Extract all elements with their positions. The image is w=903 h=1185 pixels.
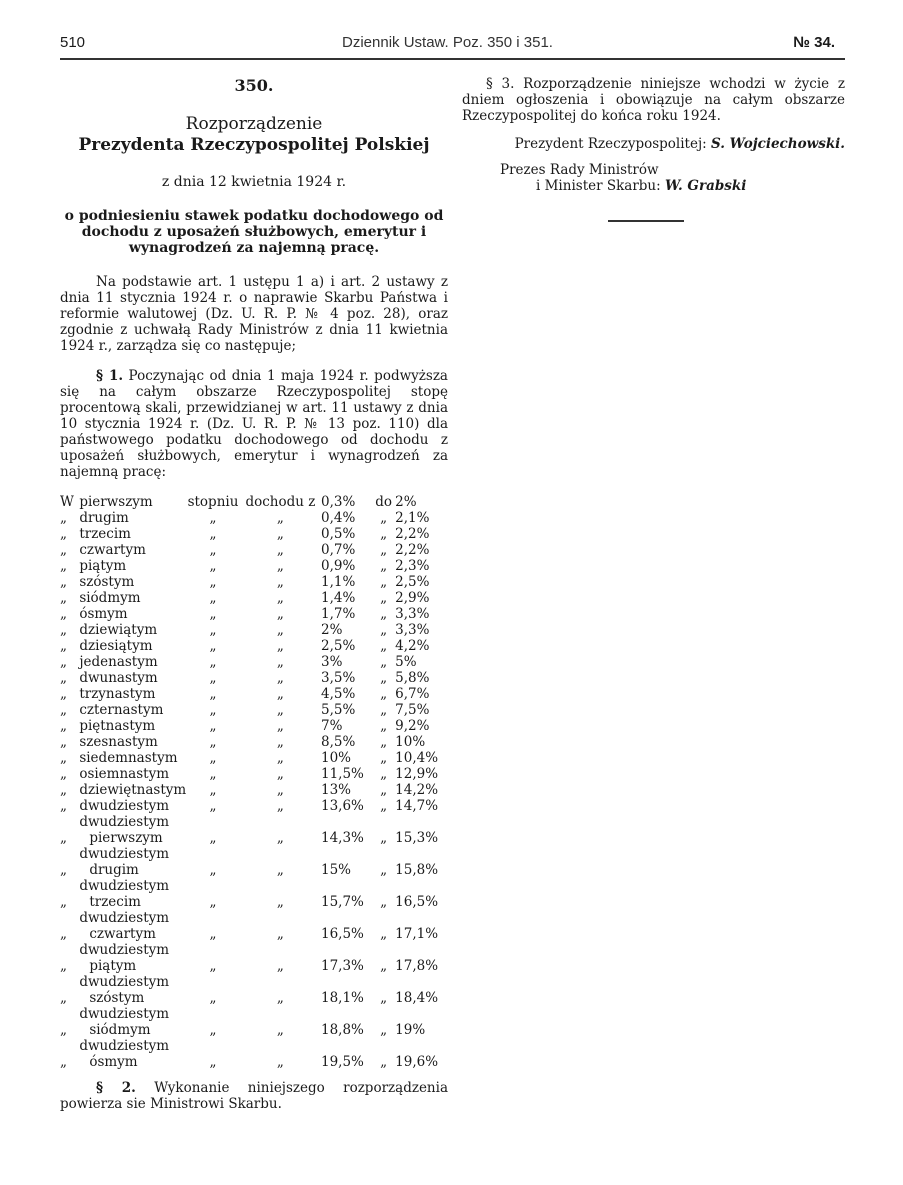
degree-name-line1: dwudziestym [79, 974, 170, 990]
ditto-mark: „ [380, 622, 388, 638]
rate-to: 10,4% [395, 750, 439, 766]
degree-name-line2: szóstym [89, 990, 145, 1006]
rate-from: 5,5% [321, 702, 356, 718]
table-row [60, 686, 448, 702]
rate-from: 1,1% [321, 574, 356, 590]
ditto-mark: „ [276, 558, 284, 574]
rate-to: 17,8% [395, 958, 439, 974]
section-1 [60, 368, 448, 480]
ditto-mark: „ [380, 990, 388, 1006]
table-row [60, 574, 448, 590]
table-row [60, 494, 448, 510]
rate-to: 2% [395, 494, 417, 510]
ditto-mark: „ [209, 670, 217, 686]
degree-name: czternastym [79, 702, 164, 718]
table-row [60, 734, 448, 750]
degree-name-line2: piątym [89, 958, 137, 974]
ditto-mark: „ [380, 894, 388, 910]
ditto-mark: „ [380, 862, 388, 878]
page-header [60, 34, 835, 56]
president-signature [462, 136, 845, 152]
ditto-mark: „ [276, 798, 284, 814]
section-2-label: § 2. [96, 1080, 136, 1096]
section-3 [462, 76, 845, 124]
ditto-mark: „ [380, 542, 388, 558]
degree-name: dziewiątym [79, 622, 158, 638]
table-row [60, 590, 448, 606]
degree-name-line2: siódmym [89, 1022, 151, 1038]
table-row [60, 878, 448, 910]
ditto-mark: „ [60, 1054, 67, 1070]
ditto-mark: „ [209, 510, 217, 526]
ditto-mark: „ [60, 686, 67, 702]
ditto-mark: „ [276, 702, 284, 718]
rate-from: 8,5% [321, 734, 356, 750]
ditto-mark: „ [380, 734, 388, 750]
table-row [60, 782, 448, 798]
rate-to: 16,5% [395, 894, 439, 910]
ditto-mark: „ [209, 766, 217, 782]
rate-to: 5% [395, 654, 417, 670]
ditto-mark: „ [380, 798, 388, 814]
ditto-mark: „ [276, 1022, 284, 1038]
rate-to: 2,2% [395, 526, 430, 542]
section-2-text: Wykonanie niniejszego rozporządzenia powierza sie Ministrowi Skarbu. [60, 1080, 448, 1112]
ditto-mark: „ [60, 638, 67, 654]
ditto-mark: „ [276, 766, 284, 782]
ditto-mark: „ [380, 606, 388, 622]
ditto-mark: „ [276, 686, 284, 702]
table-row [60, 558, 448, 574]
section-1-label: § 1. [96, 368, 124, 384]
ditto-mark: „ [60, 798, 67, 814]
ditto-mark: „ [60, 510, 67, 526]
degree-name: siedemnastym [79, 750, 178, 766]
act-title-line2: Prezydenta Rzeczypospolitej Polskiej [78, 135, 430, 155]
ditto-mark: „ [380, 574, 388, 590]
ditto-mark: „ [209, 958, 217, 974]
degree-name: dziewiętnastym [79, 782, 187, 798]
ditto-mark: „ [60, 606, 67, 622]
rate-from: 0,3% [321, 494, 356, 510]
table-row [60, 542, 448, 558]
table-row [60, 654, 448, 670]
pm-label-line1: Prezes Rady Ministrów [500, 162, 659, 178]
column-dochodu: dochodu z [245, 494, 316, 510]
ditto-mark: „ [60, 782, 67, 798]
ditto-mark: „ [60, 670, 67, 686]
rate-from: 13,6% [321, 798, 364, 814]
ditto-mark: „ [209, 638, 217, 654]
ditto-mark: „ [209, 798, 217, 814]
rate-from: 4,5% [321, 686, 356, 702]
degree-name: siódmym [79, 590, 141, 606]
rate-to: 2,2% [395, 542, 430, 558]
rate-from: 13% [321, 782, 352, 798]
degree-name [79, 910, 186, 942]
ditto-mark: „ [276, 526, 284, 542]
degree-name: drugim [79, 510, 129, 526]
pm-signature [536, 178, 845, 194]
ditto-mark: „ [276, 990, 284, 1006]
table-row [60, 638, 448, 654]
left-column [60, 76, 448, 1126]
ditto-mark: „ [209, 1054, 217, 1070]
ditto-mark: „ [209, 862, 217, 878]
ditto-mark: „ [380, 750, 388, 766]
ditto-mark: „ [380, 1054, 388, 1070]
ditto-mark: „ [380, 782, 388, 798]
ditto-mark: „ [60, 718, 67, 734]
degree-name-line1: dwudziestym [79, 910, 170, 926]
rate-from: 11,5% [321, 766, 364, 782]
ditto-mark: „ [209, 526, 217, 542]
ditto-mark: „ [209, 542, 217, 558]
table-row [60, 846, 448, 878]
page-number: 510 [60, 34, 86, 51]
rate-to: 17,1% [395, 926, 439, 942]
ditto-mark: „ [276, 894, 284, 910]
ditto-mark: „ [209, 894, 217, 910]
rate-to: 3,3% [395, 606, 430, 622]
table-row [60, 622, 448, 638]
ditto-mark: „ [209, 990, 217, 1006]
degree-name-line2: czwartym [89, 926, 156, 942]
ditto-mark: „ [209, 654, 217, 670]
degree-name: szóstym [79, 574, 135, 590]
ditto-mark: „ [60, 990, 67, 1006]
rate-from: 17,3% [321, 958, 364, 974]
ditto-mark: „ [209, 622, 217, 638]
ditto-mark: „ [380, 670, 388, 686]
rates-table [60, 494, 448, 1070]
rate-to: 6,7% [395, 686, 430, 702]
rate-from: 14,3% [321, 830, 364, 846]
table-row [60, 750, 448, 766]
ditto-mark: „ [209, 590, 217, 606]
rate-from: 7% [321, 718, 343, 734]
degree-name-line2: trzecim [89, 894, 141, 910]
preamble: Na podstawie art. 1 ustępu 1 a) i art. 2 ustawy z dnia 11 stycznia 1924 r. o naprawie Skarbu Państwa i reformie walutowej (Dz. U. R. P. № 4 poz. 28), oraz zgodnie z uchwałą Rady Ministrów z dnia 11 kwietnia 1924 r., zarządza się co następuje; [60, 274, 448, 354]
degree-name: jedenastym [79, 654, 158, 670]
ditto-mark: „ [380, 1022, 388, 1038]
rate-to: 4,2% [395, 638, 430, 654]
ditto-mark: „ [276, 718, 284, 734]
ditto-mark: „ [276, 782, 284, 798]
rate-from: 1,4% [321, 590, 356, 606]
ditto-mark: „ [380, 702, 388, 718]
degree-name: pierwszym [79, 494, 153, 510]
ditto-mark: „ [60, 894, 67, 910]
ditto-mark: „ [60, 702, 67, 718]
degree-name [79, 846, 186, 878]
ditto-mark: „ [60, 830, 67, 846]
rate-to: 7,5% [395, 702, 430, 718]
ditto-mark: „ [60, 542, 67, 558]
rate-to: 18,4% [395, 990, 439, 1006]
ditto-mark: „ [380, 926, 388, 942]
ditto-mark: „ [380, 830, 388, 846]
ditto-mark: „ [380, 766, 388, 782]
degree-name: trzecim [79, 526, 131, 542]
degree-name-line2: ósmym [89, 1054, 138, 1070]
ditto-mark: „ [276, 1054, 284, 1070]
degree-name-line1: dwudziestym [79, 878, 170, 894]
ditto-mark: „ [276, 590, 284, 606]
table-row [60, 510, 448, 526]
rate-from: 1,7% [321, 606, 356, 622]
rate-from: 18,8% [321, 1022, 364, 1038]
end-rule [608, 220, 684, 222]
column-stopniu: stopniu [187, 494, 239, 510]
table-row [60, 814, 448, 846]
ditto-mark: „ [380, 718, 388, 734]
rate-to: 15,8% [395, 862, 439, 878]
ditto-mark: „ [276, 606, 284, 622]
rate-from: 16,5% [321, 926, 364, 942]
section-2 [60, 1080, 448, 1112]
ditto-mark: „ [60, 526, 67, 542]
ditto-mark: „ [380, 510, 388, 526]
ditto-mark: „ [209, 782, 217, 798]
rate-to: 10% [395, 734, 426, 750]
degree-name [79, 878, 186, 910]
ditto-mark: „ [60, 750, 67, 766]
ditto-mark: „ [209, 702, 217, 718]
ditto-mark: „ [60, 926, 67, 942]
rate-to: 19,6% [395, 1054, 439, 1070]
ditto-mark: „ [276, 638, 284, 654]
rate-to: 2,5% [395, 574, 430, 590]
ditto-mark: „ [60, 1022, 67, 1038]
ditto-mark: „ [60, 590, 67, 606]
act-subject: o podniesieniu stawek podatku dochodowego od dochodu z uposażeń służbowych, emerytur i wynagrodzeń za najemną pracę. [64, 208, 444, 256]
rate-from: 10% [321, 750, 352, 766]
act-number: 350. [234, 76, 274, 95]
ditto-mark: „ [276, 862, 284, 878]
act-title-line1: Rozporządzenie [185, 114, 323, 134]
rate-to: 2,9% [395, 590, 430, 606]
table-row [60, 974, 448, 1006]
rate-to: 2,3% [395, 558, 430, 574]
ditto-mark: „ [276, 926, 284, 942]
degree-name [79, 942, 186, 974]
ditto-mark: „ [276, 830, 284, 846]
degree-name [79, 1006, 186, 1038]
table-row [60, 766, 448, 782]
rate-from: 3,5% [321, 670, 356, 686]
rate-from: 2% [321, 622, 343, 638]
ditto-mark: „ [276, 670, 284, 686]
ditto-mark: „ [60, 734, 67, 750]
degree-name [79, 814, 186, 846]
ditto-mark: „ [209, 558, 217, 574]
degree-name: trzynastym [79, 686, 156, 702]
table-row [60, 1038, 448, 1070]
president-label: Prezydent Rzeczypospolitej: [514, 136, 707, 152]
right-column [462, 76, 845, 222]
section-3-label: § 3. [486, 76, 515, 92]
ditto-mark: „ [60, 654, 67, 670]
ditto-mark: „ [276, 622, 284, 638]
rate-to: 3,3% [395, 622, 430, 638]
pm-name: W. Grabski [664, 178, 747, 194]
section-3-text: Rozporządzenie niniejsze wchodzi w życie z dniem ogłoszenia i obowiązuje na całym obszarze Rzeczypospolitej do końca roku 1924. [462, 76, 845, 124]
ditto-mark: „ [209, 718, 217, 734]
degree-name: piętnastym [79, 718, 156, 734]
ditto-mark: „ [60, 622, 67, 638]
rate-from: 0,5% [321, 526, 356, 542]
degree-name-line1: dwudziestym [79, 846, 170, 862]
degree-name-line1: dwudziestym [79, 1038, 170, 1054]
rate-from: 3% [321, 654, 343, 670]
rate-from: 15% [321, 862, 352, 878]
rate-from: 19,5% [321, 1054, 364, 1070]
degree-name-line1: dwudziestym [79, 942, 170, 958]
table-row [60, 910, 448, 942]
rate-to: 5,8% [395, 670, 430, 686]
table-row [60, 1006, 448, 1038]
ditto-mark: „ [276, 574, 284, 590]
ditto-mark: „ [276, 510, 284, 526]
ditto-mark: „ [276, 542, 284, 558]
president-name: S. Wojciechowski. [711, 136, 845, 152]
ditto-mark: „ [209, 926, 217, 942]
ditto-mark: „ [209, 686, 217, 702]
ditto-mark: „ [209, 1022, 217, 1038]
rate-to: 12,9% [395, 766, 439, 782]
degree-name: dziesiątym [79, 638, 153, 654]
ditto-mark: „ [60, 558, 67, 574]
rate-from: 0,7% [321, 542, 356, 558]
degree-name: ósmym [79, 606, 128, 622]
ditto-mark: „ [60, 958, 67, 974]
rate-from: 18,1% [321, 990, 364, 1006]
degree-name: szesnastym [79, 734, 158, 750]
table-row [60, 670, 448, 686]
journal-title: Dziennik Ustaw. Poz. 350 i 351. [342, 34, 553, 51]
table-row [60, 942, 448, 974]
degree-name [79, 974, 186, 1006]
ditto-mark: „ [209, 606, 217, 622]
table-row [60, 702, 448, 718]
ditto-mark: „ [60, 766, 67, 782]
ditto-mark: W [60, 494, 74, 510]
ditto-mark: „ [60, 862, 67, 878]
ditto-mark: „ [380, 686, 388, 702]
ditto-mark: „ [209, 734, 217, 750]
degree-name-line2: drugim [89, 862, 139, 878]
rate-to: 14,7% [395, 798, 439, 814]
degree-name [79, 1038, 186, 1070]
ditto-mark: „ [276, 958, 284, 974]
degree-name: dwudziestym [79, 798, 170, 814]
ditto-mark: „ [380, 590, 388, 606]
ditto-mark: „ [380, 958, 388, 974]
rate-to: 2,1% [395, 510, 430, 526]
degree-name: piątym [79, 558, 127, 574]
degree-name-line1: dwudziestym [79, 814, 170, 830]
ditto-mark: „ [276, 654, 284, 670]
ditto-mark: „ [380, 638, 388, 654]
ditto-mark: „ [276, 750, 284, 766]
rate-from: 0,4% [321, 510, 356, 526]
degree-name: dwunastym [79, 670, 158, 686]
section-1-text: Poczynając od dnia 1 maja 1924 r. podwyższa się na całym obszarze Rzeczypospolitej stopę procentową skali, przewidzianej w art. 11 ustawy z dnia 10 stycznia 1924 r. (Dz. U. R. P. № 13 poz. 110) dla państwowego podatku dochodowego od dochodu z uposażeń służbowych, emerytur i wynagrodzeń za najemną pracę: [60, 368, 448, 480]
issue-number: № 34. [793, 34, 835, 51]
act-date: z dnia 12 kwietnia 1924 r. [161, 174, 347, 190]
ditto-mark: „ [60, 574, 67, 590]
ditto-mark: „ [380, 558, 388, 574]
ditto-mark: „ [209, 750, 217, 766]
rate-to: 19% [395, 1022, 426, 1038]
ditto-mark: „ [380, 654, 388, 670]
degree-name-line1: dwudziestym [79, 1006, 170, 1022]
word-do: do [375, 494, 392, 510]
rate-to: 15,3% [395, 830, 439, 846]
table-row [60, 798, 448, 814]
table-row [60, 718, 448, 734]
table-row [60, 606, 448, 622]
rate-to: 9,2% [395, 718, 430, 734]
ditto-mark: „ [276, 734, 284, 750]
rate-from: 0,9% [321, 558, 356, 574]
rate-from: 15,7% [321, 894, 364, 910]
degree-name: osiemnastym [79, 766, 170, 782]
pm-label-line2: i Minister Skarbu: [536, 178, 661, 194]
header-rule [60, 58, 845, 60]
ditto-mark: „ [209, 830, 217, 846]
ditto-mark: „ [209, 574, 217, 590]
rate-from: 2,5% [321, 638, 356, 654]
rate-to: 14,2% [395, 782, 439, 798]
degree-name: czwartym [79, 542, 146, 558]
table-row [60, 526, 448, 542]
degree-name-line2: pierwszym [89, 830, 163, 846]
ditto-mark: „ [380, 526, 388, 542]
